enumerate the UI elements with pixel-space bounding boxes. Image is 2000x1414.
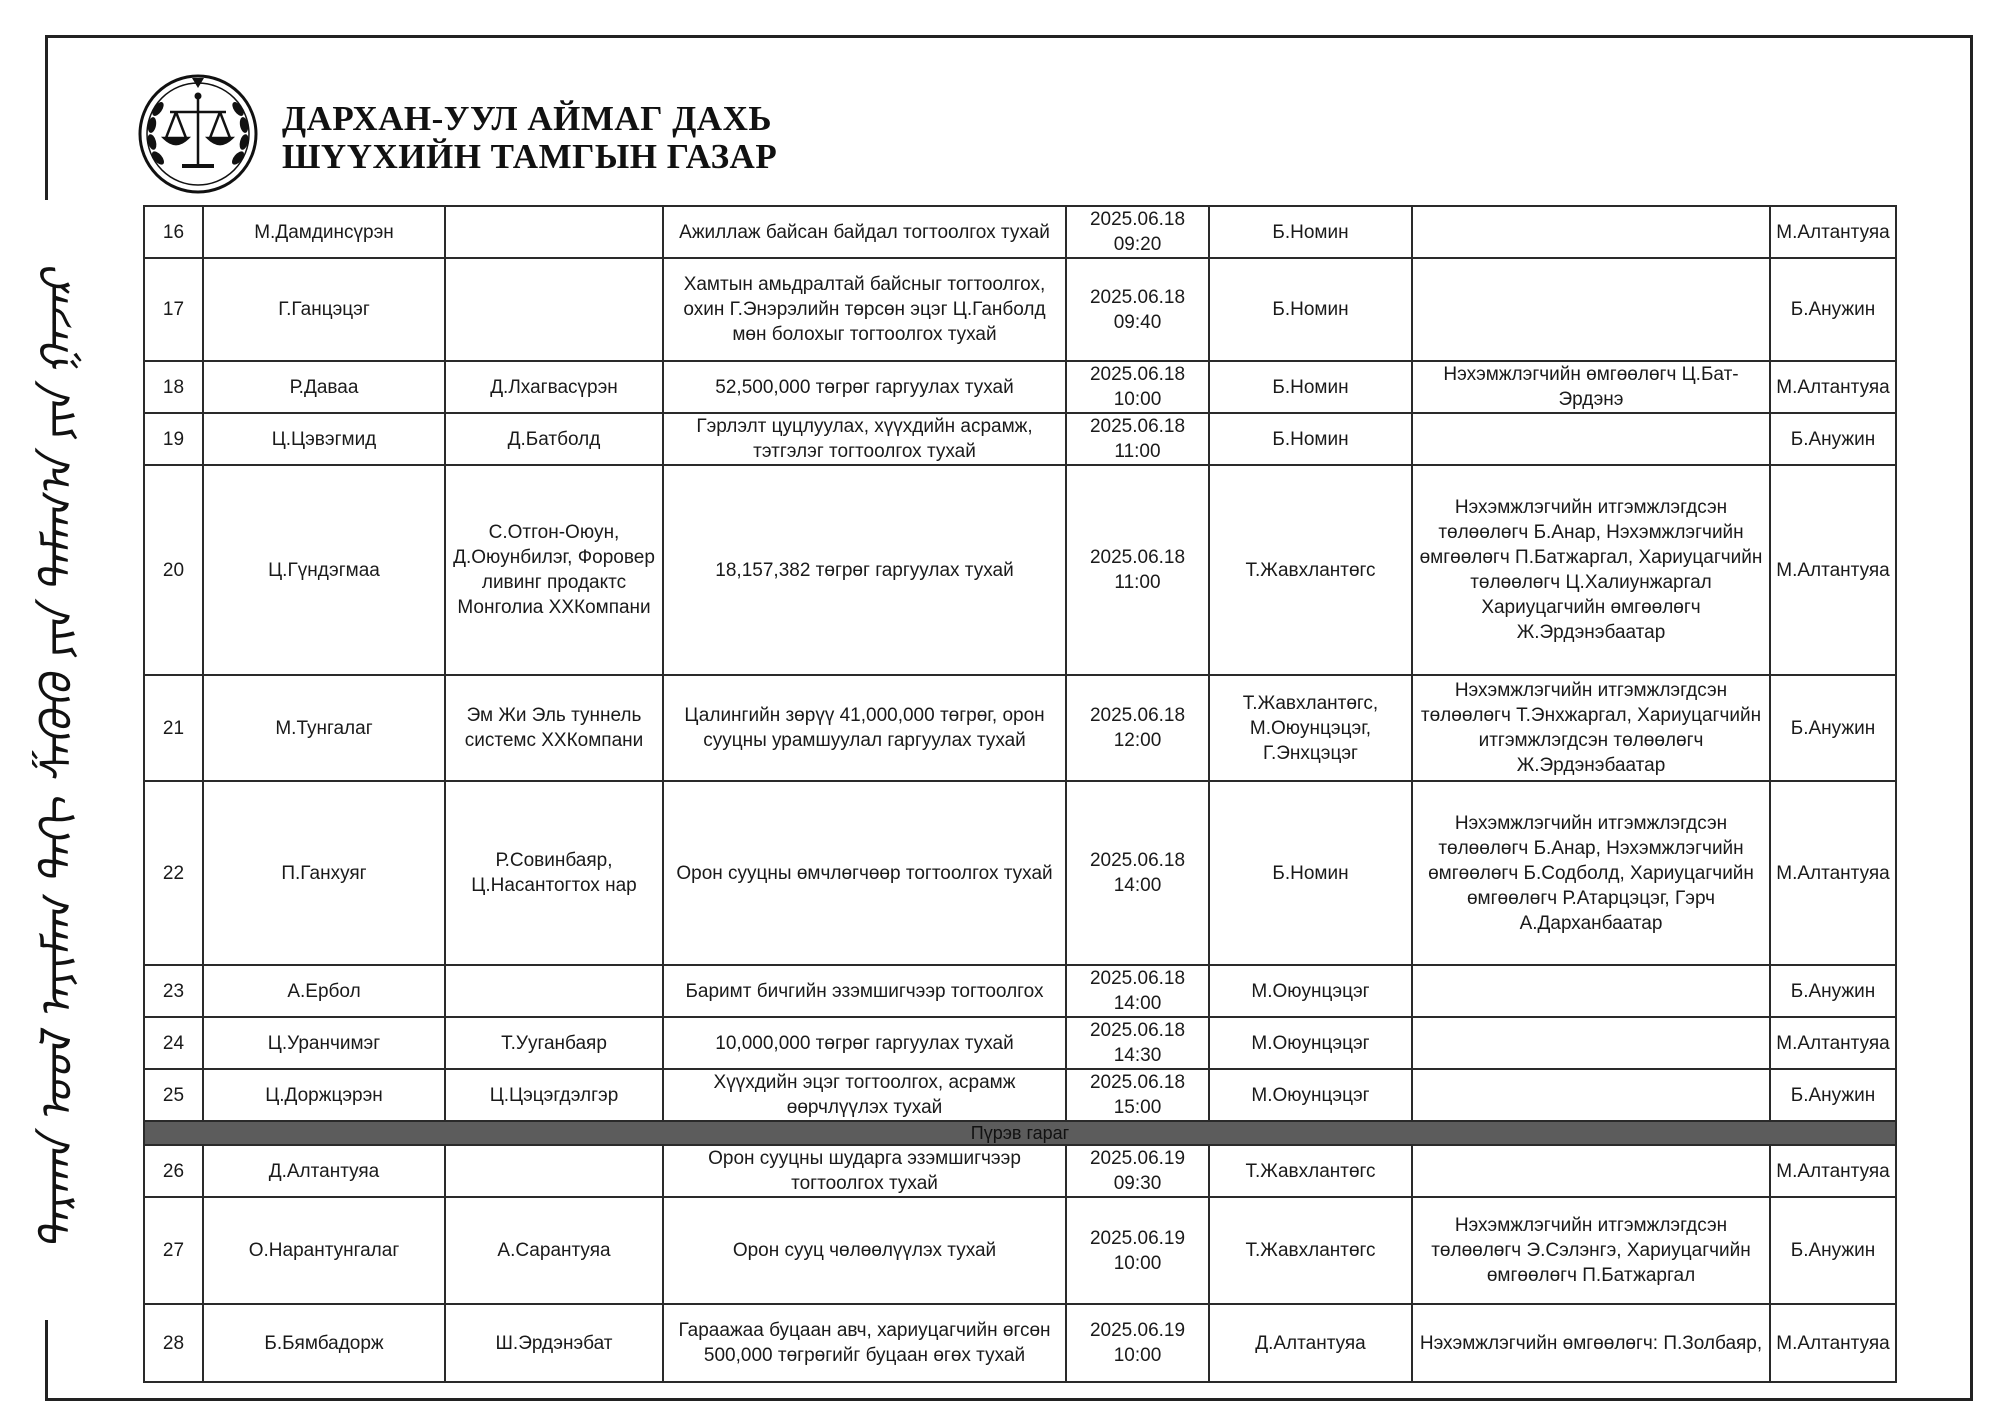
- case-number: 18: [144, 361, 203, 413]
- defendant: [445, 1145, 663, 1197]
- plaintiff: Д.Алтантуяа: [203, 1145, 445, 1197]
- clerk: М.Алтантуяа: [1770, 206, 1896, 258]
- table-row: [144, 675, 1896, 781]
- claim: Баримт бичгийн эзэмшигчээр тогтоолгох: [663, 965, 1066, 1017]
- clerk: М.Алтантуяа: [1770, 1145, 1896, 1197]
- case-number: 17: [144, 258, 203, 361]
- hearing-schedule-table: [143, 205, 1897, 1383]
- hearing-datetime: 2025.06.18 09:20: [1066, 206, 1209, 258]
- defendant: Ц.Цэцэгдэлгэр: [445, 1069, 663, 1121]
- participants: [1412, 258, 1770, 361]
- case-number: 21: [144, 675, 203, 781]
- hearing-datetime: 2025.06.18 11:00: [1066, 465, 1209, 675]
- judge: Б.Номин: [1209, 361, 1412, 413]
- case-number: 27: [144, 1197, 203, 1304]
- defendant: [445, 965, 663, 1017]
- claim: Хүүхдийн эцэг тогтоолгох, асрамж өөрчлүүлэх тухай: [663, 1069, 1066, 1121]
- table-row: [144, 781, 1896, 965]
- judge: Д.Алтантуяа: [1209, 1304, 1412, 1382]
- clerk: Б.Анужин: [1770, 965, 1896, 1017]
- plaintiff: Ц.Уранчимэг: [203, 1017, 445, 1069]
- hearing-datetime: 2025.06.18 15:00: [1066, 1069, 1209, 1121]
- defendant: Р.Совинбаяр, Ц.Насантогтох нар: [445, 781, 663, 965]
- defendant: Т.Ууганбаяр: [445, 1017, 663, 1069]
- claim: 10,000,000 төгрөг гаргуулах тухай: [663, 1017, 1066, 1069]
- claim: 18,157,382 төгрөг гаргуулах тухай: [663, 465, 1066, 675]
- defendant: [445, 258, 663, 361]
- plaintiff: Б.Бямбадорж: [203, 1304, 445, 1382]
- participants: Нэхэмжлэгчийн итгэмжлэгдсэн төлөөлөгч Т.Энхжаргал, Хариуцагчийн итгэмжлэгдсэн төлөөлөгч Ж.Эрдэнэбаатар: [1412, 675, 1770, 781]
- case-number: 28: [144, 1304, 203, 1382]
- hearing-datetime: 2025.06.18 10:00: [1066, 361, 1209, 413]
- table-row: [144, 413, 1896, 465]
- case-number: 25: [144, 1069, 203, 1121]
- clerk: Б.Анужин: [1770, 258, 1896, 361]
- hearing-datetime: 2025.06.18 12:00: [1066, 675, 1209, 781]
- table-row: [144, 258, 1896, 361]
- table-row: [144, 206, 1896, 258]
- judge: Б.Номин: [1209, 413, 1412, 465]
- judge: Т.Жавхлантөгс: [1209, 1197, 1412, 1304]
- hearing-datetime: 2025.06.19 09:30: [1066, 1145, 1209, 1197]
- claim: Орон сууцны өмчлөгчөөр тогтоолгох тухай: [663, 781, 1066, 965]
- side-mongolian-script: [22, 200, 92, 1320]
- participants: [1412, 965, 1770, 1017]
- case-number: 23: [144, 965, 203, 1017]
- defendant: [445, 206, 663, 258]
- plaintiff: Ц.Цэвэгмид: [203, 413, 445, 465]
- clerk: М.Алтантуяа: [1770, 1304, 1896, 1382]
- hearing-datetime: 2025.06.18 09:40: [1066, 258, 1209, 361]
- participants: [1412, 1069, 1770, 1121]
- defendant: А.Сарантуяа: [445, 1197, 663, 1304]
- clerk: Б.Анужин: [1770, 413, 1896, 465]
- table-row: [144, 965, 1896, 1017]
- case-number: 22: [144, 781, 203, 965]
- participants: [1412, 1145, 1770, 1197]
- plaintiff: А.Ербол: [203, 965, 445, 1017]
- defendant: Ш.Эрдэнэбат: [445, 1304, 663, 1382]
- hearing-datetime: 2025.06.19 10:00: [1066, 1304, 1209, 1382]
- participants: Нэхэмжлэгчийн итгэмжлэгдсэн төлөөлөгч Б.Анар, Нэхэмжлэгчийн өмгөөлөгч Б.Содболд, Хариуцагчийн өмгөөлөгч Р.Атарцэцэг, Гэрч А.Дарханбаатар: [1412, 781, 1770, 965]
- judge: М.Оюунцэцэг: [1209, 965, 1412, 1017]
- plaintiff: Ц.Гүндэгмаа: [203, 465, 445, 675]
- judge: Т.Жавхлантөгс, М.Оюунцэцэг, Г.Энхцэцэг: [1209, 675, 1412, 781]
- judge: Т.Жавхлантөгс: [1209, 465, 1412, 675]
- hearing-datetime: 2025.06.18 14:30: [1066, 1017, 1209, 1069]
- participants: Нэхэмжлэгчийн өмгөөлөгч: П.Золбаяр,: [1412, 1304, 1770, 1382]
- plaintiff: М.Тунгалаг: [203, 675, 445, 781]
- organization-title: [282, 100, 777, 176]
- table-row: [144, 1304, 1896, 1382]
- day-separator-label: Пүрэв гараг: [144, 1121, 1896, 1145]
- judge: Т.Жавхлантөгс: [1209, 1145, 1412, 1197]
- clerk: М.Алтантуяа: [1770, 781, 1896, 965]
- claim: Гараажаа буцаан авч, хариуцагчийн өгсөн 500,000 төгрөгийг буцаан өгөх тухай: [663, 1304, 1066, 1382]
- clerk: М.Алтантуяа: [1770, 361, 1896, 413]
- participants: Нэхэмжлэгчийн итгэмжлэгдсэн төлөөлөгч Э.Сэлэнгэ, Хариуцагчийн өмгөөлөгч П.Батжаргал: [1412, 1197, 1770, 1304]
- defendant: С.Отгон-Оюун, Д.Оюунбилэг, Форовер ливинг продактс Монголиа ХХКомпани: [445, 465, 663, 675]
- case-number: 19: [144, 413, 203, 465]
- defendant: Эм Жи Эль туннель системс ХХКомпани: [445, 675, 663, 781]
- case-number: 16: [144, 206, 203, 258]
- clerk: Б.Анужин: [1770, 1069, 1896, 1121]
- table-row: [144, 1145, 1896, 1197]
- table-row: [144, 1069, 1896, 1121]
- claim: Ажиллаж байсан байдал тогтоолгох тухай: [663, 206, 1066, 258]
- claim: Орон сууц чөлөөлүүлэх тухай: [663, 1197, 1066, 1304]
- table-row: [144, 465, 1896, 675]
- side-script-text: ᠳᠠᠷᠬᠠᠨ ᠤᠤᠯ ᠠᠶᠢᠮᠠᠭ ᠳᠠᠬᠢ ᠱᠡᠭᠦᠬᠦ ᠶᠢᠨ ᠲᠠᠮᠠᠭ᠎ᠠ ᠶᠢᠨ ᠭᠠᠵᠠᠷ: [31, 269, 83, 1251]
- table-row: [144, 361, 1896, 413]
- participants: [1412, 413, 1770, 465]
- title-line-2: ШҮҮХИЙН ТАМГЫН ГАЗАР: [282, 137, 778, 176]
- plaintiff: Ц.Доржцэрэн: [203, 1069, 445, 1121]
- judge: Б.Номин: [1209, 781, 1412, 965]
- claim: 52,500,000 төгрөг гаргуулах тухай: [663, 361, 1066, 413]
- hearing-datetime: 2025.06.18 14:00: [1066, 965, 1209, 1017]
- judge: М.Оюунцэцэг: [1209, 1017, 1412, 1069]
- clerk: М.Алтантуяа: [1770, 465, 1896, 675]
- case-number: 24: [144, 1017, 203, 1069]
- plaintiff: Г.Ганцэцэг: [203, 258, 445, 361]
- title-line-1: ДАРХАН-УУЛ АЙМАГ ДАХЬ: [282, 99, 772, 138]
- defendant: Д.Батболд: [445, 413, 663, 465]
- clerk: Б.Анужин: [1770, 675, 1896, 781]
- table-row: [144, 1017, 1896, 1069]
- plaintiff: Р.Даваа: [203, 361, 445, 413]
- participants: Нэхэмжлэгчийн итгэмжлэгдсэн төлөөлөгч Б.Анар, Нэхэмжлэгчийн өмгөөлөгч П.Батжаргал, Хариуцагчийн төлөөлөгч Ц.Халиунжаргал Хариуцагчийн өмгөөлөгч Ж.Эрдэнэбаатар: [1412, 465, 1770, 675]
- judge: Б.Номин: [1209, 206, 1412, 258]
- case-number: 20: [144, 465, 203, 675]
- participants: [1412, 206, 1770, 258]
- plaintiff: П.Ганхуяг: [203, 781, 445, 965]
- case-number: 26: [144, 1145, 203, 1197]
- participants: [1412, 1017, 1770, 1069]
- claim: Цалингийн зөрүү 41,000,000 төгрөг, орон сууцны урамшуулал гаргуулах тухай: [663, 675, 1066, 781]
- day-separator-row: [144, 1121, 1896, 1145]
- hearing-datetime: 2025.06.18 14:00: [1066, 781, 1209, 965]
- hearing-datetime: 2025.06.18 11:00: [1066, 413, 1209, 465]
- claim: Орон сууцны шударга эзэмшигчээр тогтоолгох тухай: [663, 1145, 1066, 1197]
- court-emblem-icon: [136, 72, 260, 196]
- claim: Хамтын амьдралтай байсныг тогтоолгох, охин Г.Энэрэлийн төрсөн эцэг Ц.Ганболд мөн болохыг тогтоолгох тухай: [663, 258, 1066, 361]
- judge: Б.Номин: [1209, 258, 1412, 361]
- claim: Гэрлэлт цуцлуулах, хүүхдийн асрамж, тэтгэлэг тогтоолгох тухай: [663, 413, 1066, 465]
- clerk: М.Алтантуяа: [1770, 1017, 1896, 1069]
- plaintiff: М.Дамдинсүрэн: [203, 206, 445, 258]
- judge: М.Оюунцэцэг: [1209, 1069, 1412, 1121]
- plaintiff: О.Нарантунгалаг: [203, 1197, 445, 1304]
- hearing-datetime: 2025.06.19 10:00: [1066, 1197, 1209, 1304]
- table-row: [144, 1197, 1896, 1304]
- defendant: Д.Лхагвасүрэн: [445, 361, 663, 413]
- participants: Нэхэмжлэгчийн өмгөөлөгч Ц.Бат-Эрдэнэ: [1412, 361, 1770, 413]
- clerk: Б.Анужин: [1770, 1197, 1896, 1304]
